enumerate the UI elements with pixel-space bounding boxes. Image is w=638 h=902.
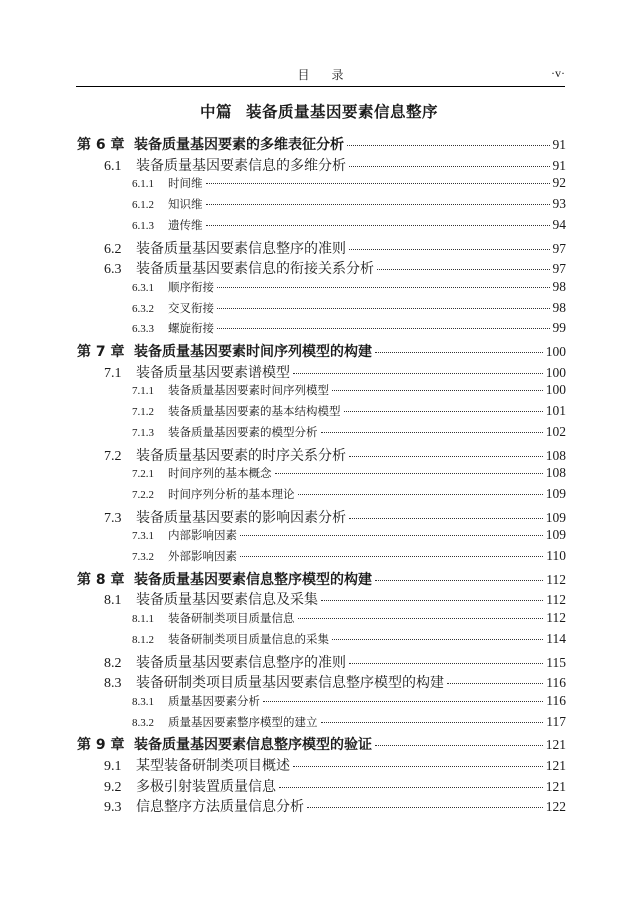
toc-entry-page: 94 [552,216,566,232]
toc-entry-number: 7.1.2 [132,406,154,419]
toc-entry-number: 9.2 [104,779,122,795]
toc-entry-sub[interactable] [132,714,566,730]
toc-entry-sec[interactable] [104,652,566,672]
dot-leader [447,683,543,684]
dot-leader [298,618,544,619]
dot-leader [321,722,544,723]
toc-entry-title: 装备质量基因要素时间序列模型的构建 [134,344,372,360]
toc-entry-title: 知识维 [168,197,203,212]
toc-entry-title: 螺旋衔接 [168,321,214,336]
toc-entry-sub[interactable] [132,403,566,419]
toc-entry-number: 8.3 [104,676,122,692]
toc-entry-title: 装备研制类项目质量信息的采集 [168,631,329,646]
toc-entry-sub[interactable] [132,382,566,398]
toc-entry-page: 100 [545,344,566,359]
dot-leader [279,787,543,788]
toc-entry-ch[interactable] [77,134,566,154]
toc-entry-page: 108 [545,465,566,481]
toc-entry-title: 某型装备研制类项目概述 [136,758,290,774]
toc-entry-title: 装备质量基因要素谱模型 [136,364,290,381]
dot-leader [321,432,543,433]
toc-entry-page: 112 [546,610,566,626]
toc-entry-sub[interactable] [132,548,566,564]
part-title: 装备质量基因要素信息整序 [246,103,439,121]
dot-leader [217,287,550,288]
toc-entry-number: 7.1.1 [132,385,154,398]
part-label: 中篇 [199,103,232,121]
toc-entry-title: 时间序列分析的基本理论 [168,486,295,501]
toc-entry-sec[interactable] [104,362,566,382]
dot-leader [349,166,550,167]
toc-entry-page: 91 [552,157,566,173]
toc-entry-title: 顺序衔接 [168,279,214,294]
toc-entry-page: 108 [545,447,566,463]
toc-entry-page: 97 [552,261,566,277]
dot-leader [349,518,543,519]
toc-entry-number: 第 7 章 [77,344,125,360]
page-number: ·v· [551,66,565,80]
toc-entry-ch[interactable] [77,734,566,754]
toc-entry-page: 98 [552,299,566,315]
toc-entry-sec[interactable] [104,238,566,258]
toc-entry-title: 质量基因要素整序模型的建立 [168,714,318,729]
toc-entry-title: 交叉衔接 [168,300,214,315]
toc-entry-page: 110 [546,548,566,563]
dot-leader [347,145,550,146]
dot-leader [375,580,543,581]
toc-entry-title: 装备质量基因要素的时序关系分析 [136,447,346,464]
toc-entry-number: 7.3.2 [132,551,154,563]
toc-entry-title: 装备质量基因要素的影响因素分析 [136,509,346,526]
dot-leader [307,807,543,808]
toc-entry-ch[interactable] [77,569,566,589]
toc-entry-number: 6.1.1 [132,178,154,191]
toc-entry-sec[interactable] [104,589,566,609]
dot-leader [349,456,543,457]
toc-entry-number: 6.2 [104,241,122,257]
toc-entry-title: 多极引射装置质量信息 [136,778,276,795]
toc-entry-sec[interactable] [104,155,566,175]
toc-entry-sub[interactable] [132,320,566,336]
dot-leader [293,373,543,374]
dot-leader [349,249,550,250]
dot-leader [298,494,543,495]
toc-entry-number: 6.3.1 [132,281,154,294]
toc-entry-number: 7.1 [104,365,122,381]
dot-leader [263,701,543,702]
running-header-title: 目录 [297,68,366,82]
dot-leader [293,766,543,767]
toc-entry-sec[interactable] [104,755,566,775]
toc-entry-sub[interactable] [132,610,566,626]
toc-entry-number: 6.3.3 [132,323,154,336]
toc-entry-title: 装备质量基因要素信息及采集 [136,592,318,609]
toc-entry-sub[interactable] [132,465,566,481]
toc-entry-title: 装备质量基因要素的基本结构模型 [168,404,341,419]
toc-entry-number: 8.3.1 [132,695,154,708]
dot-leader [344,411,543,412]
toc-entry-title: 装备质量基因要素信息整序模型的验证 [134,737,372,754]
toc-entry-number: 7.2.2 [132,488,154,501]
toc-entry-page: 97 [552,240,566,256]
toc-entry-sub[interactable] [132,279,566,295]
toc-entry-number: 7.1.3 [132,426,154,439]
dot-leader [275,473,543,474]
toc-entry-number: 8.1.2 [132,633,154,646]
toc-entry-number: 7.2 [104,448,122,464]
toc-entry-page: 109 [545,509,566,525]
toc-entry-number: 6.3.2 [132,302,154,315]
dot-leader [240,556,543,557]
toc-entry-page: 122 [545,799,566,815]
toc-entry-title: 装备质量基因要素信息的多维分析 [136,157,346,174]
toc-entry-title: 装备质量基因要素时间序列模型 [168,383,329,398]
toc-entry-title: 质量基因要素分析 [168,693,260,708]
toc-entry-sec[interactable] [104,776,566,796]
toc-entry-page: 109 [545,485,566,501]
toc-entry-page: 112 [546,571,566,587]
toc-entry-number: 8.2 [104,655,122,671]
toc-entry-page: 98 [552,278,566,294]
running-header [76,64,565,87]
toc-entry-number: 第 6 章 [77,137,125,153]
toc-entry-page: 102 [545,423,566,439]
toc-entry-title: 时间维 [168,176,203,191]
toc-entry-number: 7.2.1 [132,468,154,481]
toc-entry-sub[interactable] [132,175,566,191]
dot-leader [217,328,550,329]
toc-entry-number: 6.1.2 [132,199,154,212]
dot-leader [206,183,550,184]
toc-entry-sec[interactable] [104,258,566,278]
toc-entry-sec[interactable] [104,445,566,465]
toc-entry-page: 92 [552,175,566,191]
toc-entry-ch[interactable] [77,341,566,361]
toc-entry-page: 115 [546,654,566,670]
toc-entry-number: 9.1 [104,759,122,774]
toc-entry-sec[interactable] [104,796,566,816]
dot-leader [321,600,543,601]
dot-leader [240,535,543,536]
toc-entry-sub[interactable] [132,217,566,233]
toc-entry-title: 外部影响因素 [168,549,237,563]
toc-entry-title: 遗传维 [168,217,203,232]
toc-entry-title: 装备质量基因要素信息的衔接关系分析 [136,261,374,278]
dot-leader [375,352,543,353]
toc-entry-sub[interactable] [132,486,566,502]
toc-entry-title: 装备质量基因要素的模型分析 [168,424,318,439]
toc-entry-number: 6.3 [104,262,122,278]
toc-entry-sec[interactable] [104,507,566,527]
toc-entry-sub[interactable] [132,527,566,543]
toc-entry-page: 91 [552,137,566,152]
toc-entry-sec[interactable] [104,672,566,692]
toc-entry-page: 100 [545,382,566,398]
toc-entry-title: 装备研制类项目质量信息 [168,611,295,626]
toc-entry-sub[interactable] [132,424,566,440]
toc-entry-page: 112 [546,592,566,608]
toc-entry-page: 121 [545,737,566,753]
toc-entry-page: 109 [545,527,566,543]
toc-entry-number: 第 8 章 [77,571,125,588]
toc-entry-title: 装备质量基因要素信息整序模型的构建 [134,571,372,588]
toc-entry-page: 116 [546,692,566,708]
toc-entry-page: 114 [546,630,566,646]
dot-leader [375,745,543,746]
toc-entry-sub[interactable] [132,693,566,709]
toc-entry-page: 93 [552,196,566,212]
toc-entry-number: 8.1.1 [132,613,154,626]
dot-leader [332,639,543,640]
toc-entry-sub[interactable] [132,300,566,316]
dot-leader [206,204,550,205]
dot-leader [332,390,543,391]
toc-entry-title: 信息整序方法质量信息分析 [136,799,304,816]
toc-entry-number: 7.3 [104,510,122,526]
toc-entry-title: 装备研制类项目质量基因要素信息整序模型的构建 [136,675,444,692]
toc-entry-number: 第 9 章 [77,737,125,754]
dot-leader [377,269,550,270]
toc-entry-page: 101 [545,403,566,419]
toc-entry-number: 7.3.1 [132,530,154,543]
toc-entry-page: 99 [552,320,566,336]
toc-entry-title: 装备质量基因要素信息整序的准则 [136,240,346,257]
dot-leader [217,308,550,309]
toc-entry-page: 121 [545,758,566,773]
toc-entry-sub[interactable] [132,631,566,647]
toc-entry-number: 8.3.2 [132,716,154,729]
toc-entry-title: 时间序列的基本概念 [168,466,272,481]
toc-entry-title: 内部影响因素 [168,528,237,543]
dot-leader [349,663,543,664]
toc-entry-page: 116 [546,675,566,691]
toc-entry-number: 6.1 [104,158,122,174]
toc-entry-title: 装备质量基因要素的多维表征分析 [134,137,344,153]
toc-entry-number: 8.1 [104,593,122,609]
toc-entry-page: 121 [545,778,566,794]
toc-entry-number: 9.3 [104,800,122,816]
toc-entry-page: 117 [546,713,566,729]
toc-entry-title: 装备质量基因要素信息整序的准则 [136,654,346,671]
toc-entry-sub[interactable] [132,196,566,212]
toc-entry-page: 100 [545,364,566,380]
dot-leader [206,225,550,226]
toc-entry-number: 6.1.3 [132,219,154,232]
part-heading [0,100,638,122]
